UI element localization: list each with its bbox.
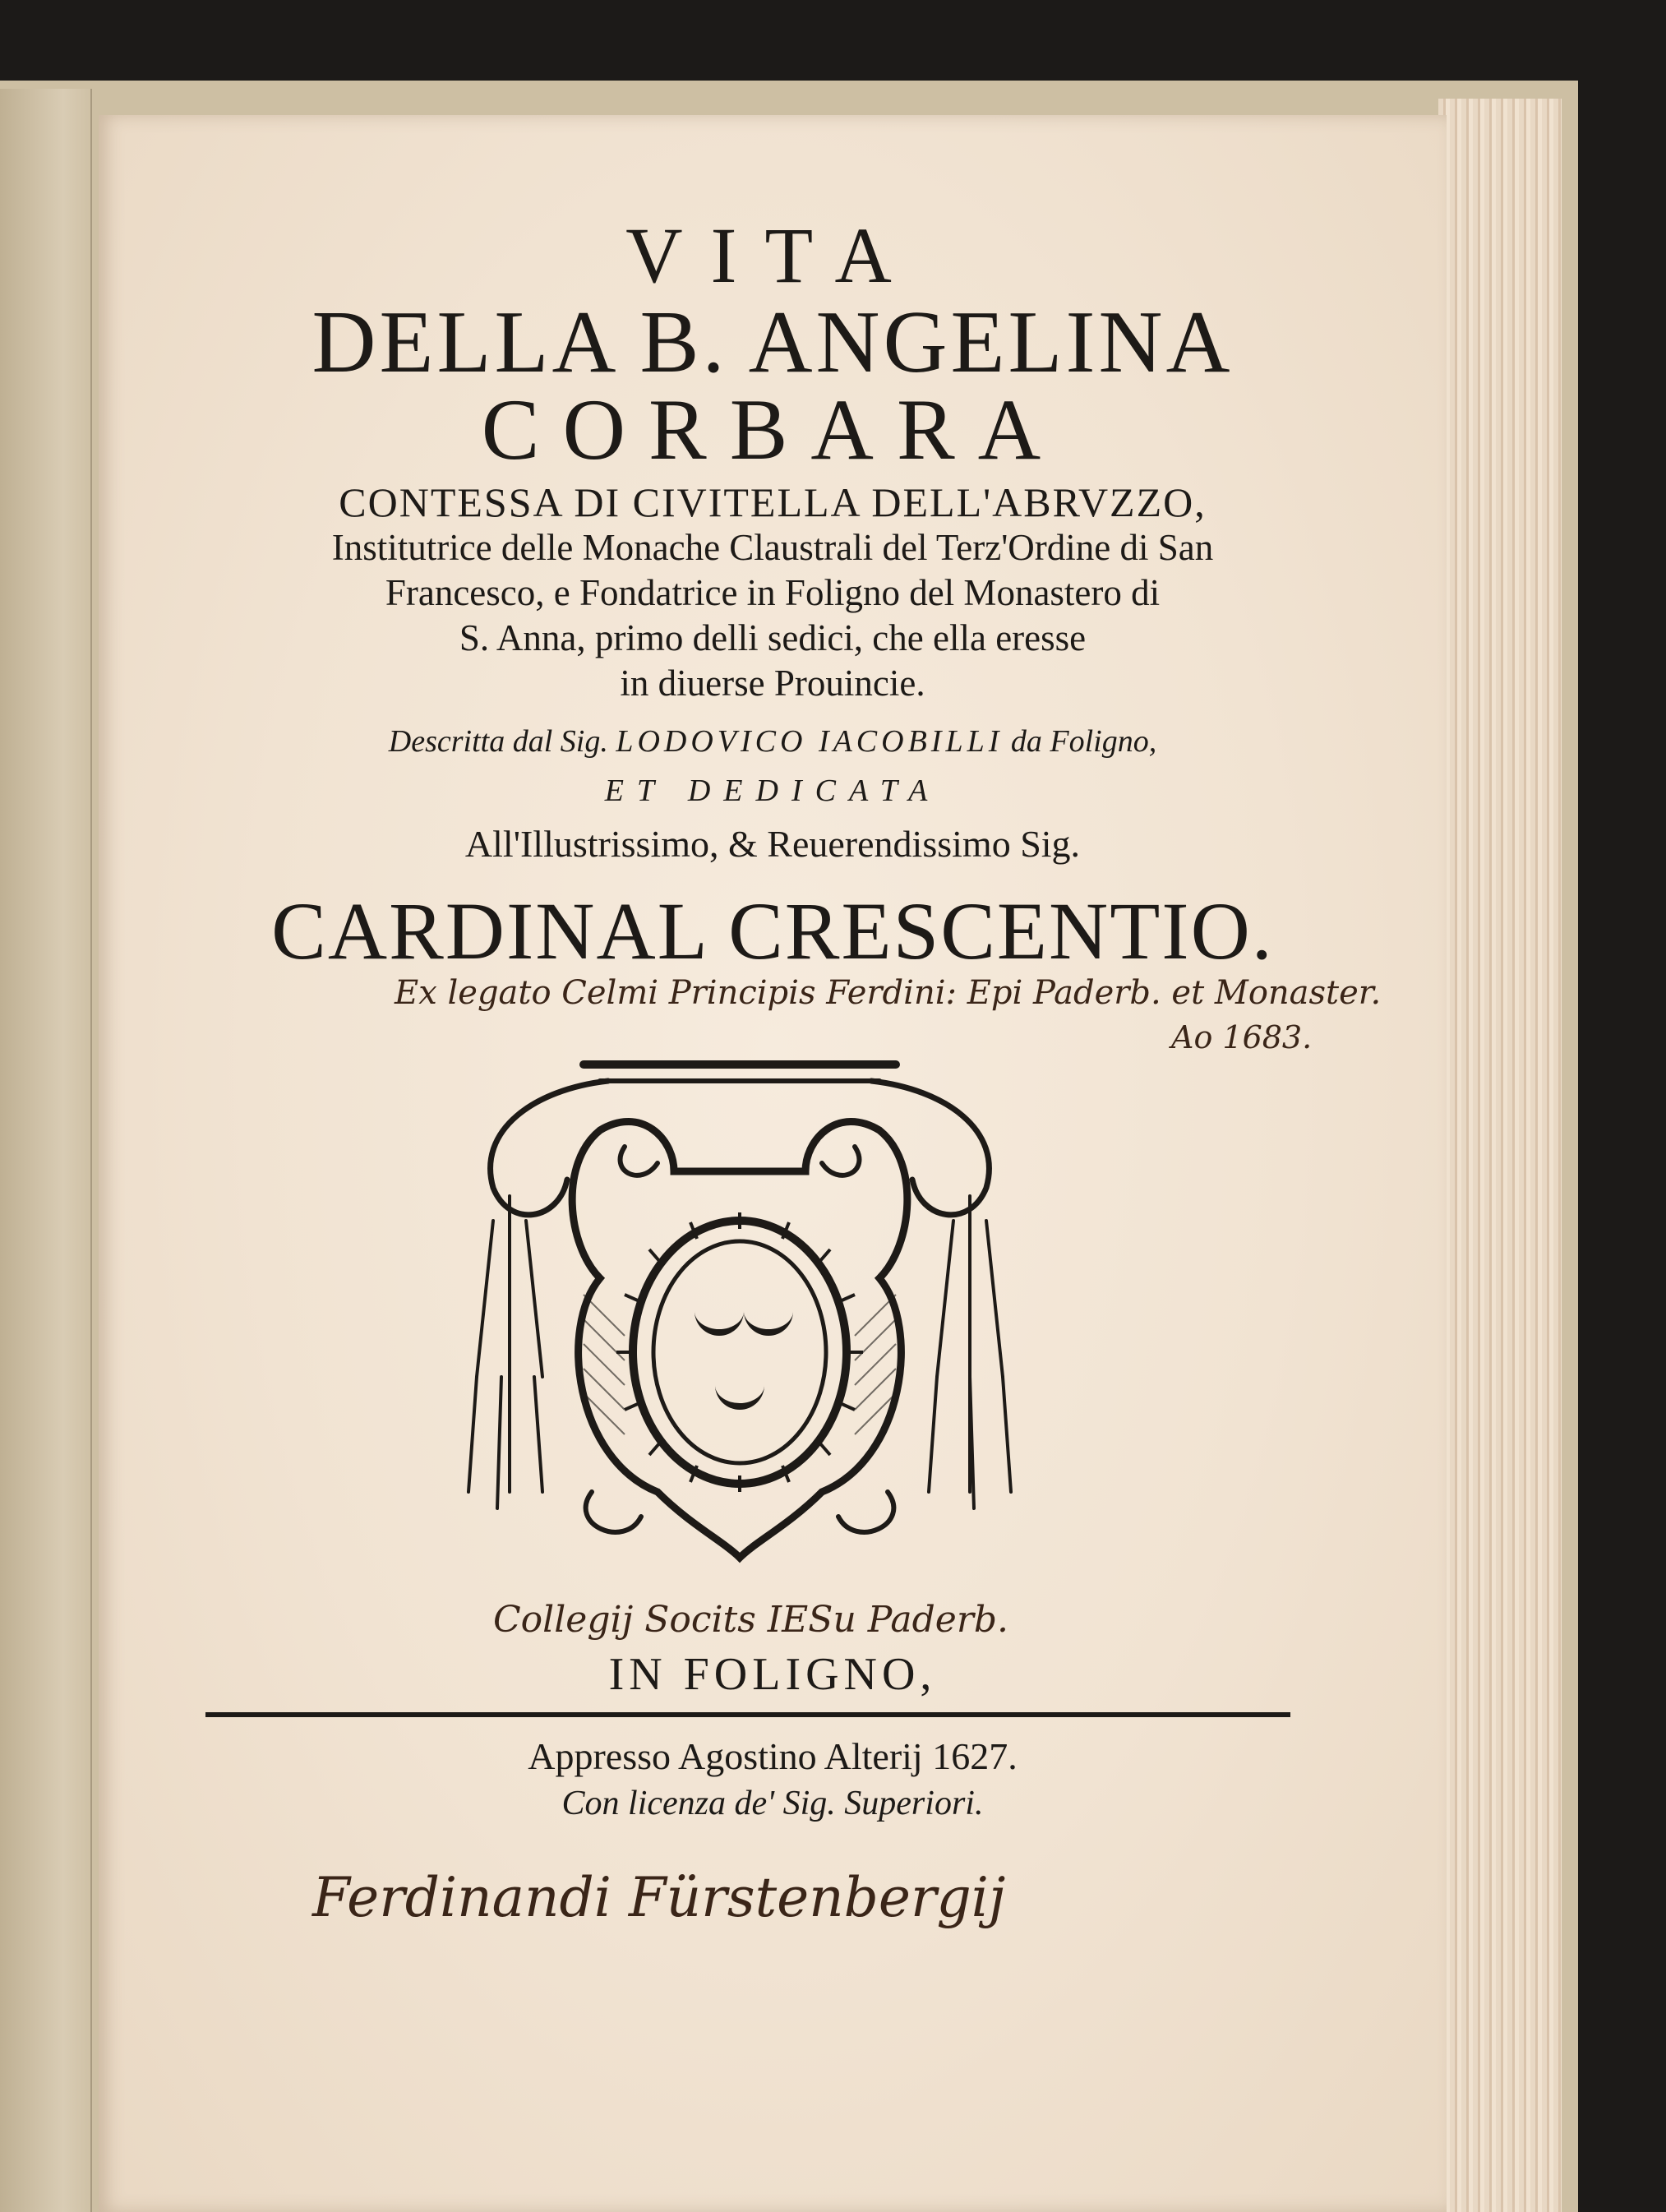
subtitle: CONTESSA DI CIVITELLA DELL'ABRVZZO, [339,479,1207,525]
description-line-3: S. Anna, primo delli sedici, che ella eresse [459,617,1087,658]
divider-rule [205,1712,1290,1717]
title-line-1: VITA [625,211,920,299]
author-line [99,723,1447,760]
coat-of-arms-woodcut-image [460,1032,1019,1582]
author-suffix: da Foligno, [1010,724,1157,759]
handwritten-legacy-note: Ex legato Celmi Principis Ferdini: Epi Paderb. et Monaster. [395,974,1382,1012]
description-line-2: Francesco, e Fondatrice in Foligno del Monastero di [385,572,1161,613]
title-line-2: DELLA B. ANGELINA [312,293,1234,391]
recipient-name: CARDINAL CRESCENTIO. [271,885,1274,977]
imprint-line: Appresso Agostino Alterij 1627. [528,1735,1018,1777]
title-line-3: CORBARA [481,381,1064,478]
dedication-line: ET DEDICATA [604,774,941,808]
description-line-4: in diuerse Prouincie. [620,663,925,704]
recipient-line: All'Illustrissimo, & Reuerendissimo Sig. [464,823,1081,865]
left-page-edge [0,89,92,2212]
page-stack-edges [1438,99,1562,2212]
handwritten-signature: Ferdinandi Fürstenbergij [312,1866,1006,1929]
handwritten-legacy-date: Ao 1683. [1171,1019,1313,1055]
license-line: Con licenza de' Sig. Superiori. [561,1785,984,1822]
author-prefix: Descritta dal Sig. [388,724,608,759]
handwritten-college-note: Collegij Socits IESu Paderb. [493,1599,1009,1641]
author-name: LODOVICO IACOBILLI [616,724,1004,759]
description-line-1: Institutrice delle Monache Claustrali del Terz'Ordine di San [331,527,1214,568]
place-of-publication: IN FOLIGNO, [608,1649,937,1700]
